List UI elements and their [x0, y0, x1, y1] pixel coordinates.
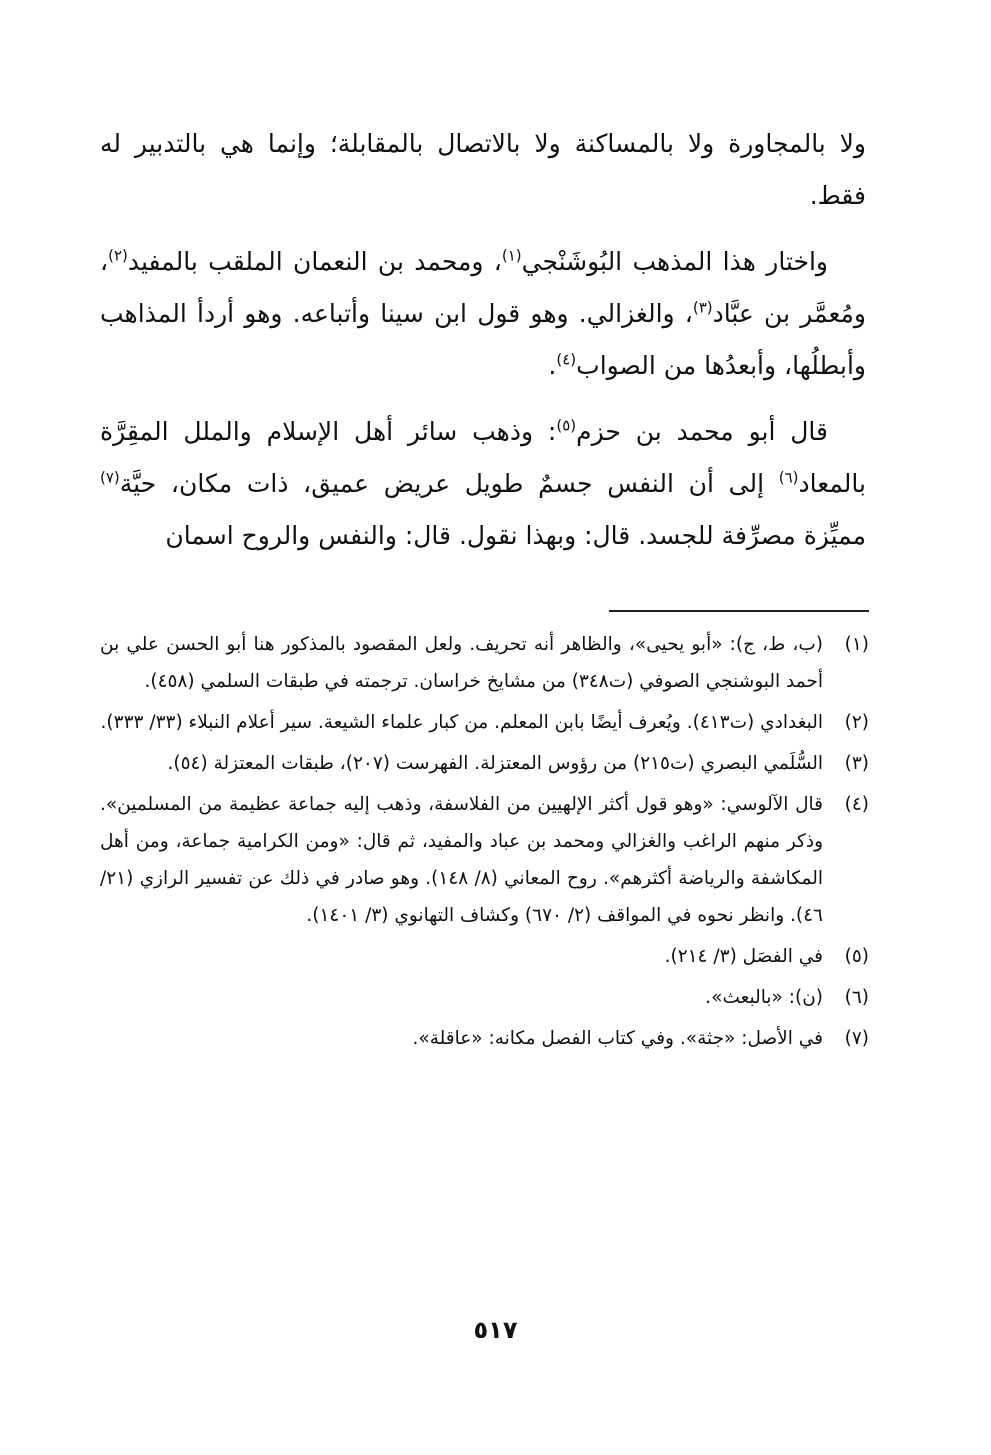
paragraph-3-text-c: إلى أن النفس جسمٌ طويل عريض عميق، ذات مكان، حيَّة	[119, 469, 779, 498]
paragraph-3-text-d: مميِّزة مصرِّفة للجسد. قال: وبهذا نقول. قال: والنفس والروح اسمان	[165, 521, 866, 550]
footnote-ref-6[interactable]: (٦)	[778, 468, 799, 487]
footnote-number: (٣)	[844, 753, 869, 774]
paragraph-2-text-e: .	[548, 351, 557, 380]
footnote-4	[100, 786, 869, 934]
footnote-text: في الأصل: «جثة». وفي كتاب الفصل مكانه: «عاقلة».	[412, 1028, 823, 1049]
footnote-text: البغدادي (ت٤١٣). ويُعرف أيضًا بابن المعلم. من كبار علماء الشيعة. سير أعلام النبلاء (٣٣/ ٣٣٣).	[100, 712, 823, 733]
main-text	[100, 118, 866, 576]
footnote-ref-1[interactable]: (١)	[501, 246, 522, 265]
footnote-text: السُّلَمي البصري (ت٢١٥) من رؤوس المعتزلة. الفهرست (٢٠٧)، طبقات المعتزلة (٥٤).	[167, 753, 823, 774]
footnote-ref-3[interactable]: (٣)	[692, 298, 713, 317]
footnote-text: في الفصَل (٣/ ٢١٤).	[664, 946, 823, 967]
paragraph-3	[100, 406, 866, 562]
footnote-number: (٢)	[844, 712, 869, 733]
footnote-number: (١)	[844, 634, 869, 655]
paragraph-2-text-b: ، ومحمد بن النعمان الملقب بالمفيد	[127, 247, 502, 276]
footnote-text: قال الآلوسي: «وهو قول أكثر الإلهيين من الفلاسفة، وذهب إليه جماعة عظيمة من المسلمين». وذكر منهم الراغب والغزالي ومحمد بن عباد والمفيد، ثم قال: «ومن الكرامية جماعة، ومن أهل المكاشفة والرياضة أكثرهم». روح المعاني (٨/ ١٤٨). وهو صادر في ذلك عن تفسير الرازي (٢١/ ٤٦). وانظر نحوه في المواقف (٢/ ٦٧٠) وكشاف التهانوي (٣/ ١٤٠١).	[100, 794, 823, 926]
paragraph-1-text: ولا بالمجاورة ولا بالمساكنة ولا بالاتصال بالمقابلة؛ وإنما هي بالتدبير له فقط.	[100, 129, 866, 210]
footnote-5	[100, 938, 869, 975]
footnote-1	[100, 626, 869, 700]
footnote-ref-2[interactable]: (٢)	[108, 246, 128, 265]
footnote-2	[100, 704, 869, 741]
footnotes	[100, 626, 869, 1061]
footnote-7	[100, 1020, 869, 1057]
footnote-ref-7[interactable]: (٧)	[100, 468, 120, 487]
paragraph-2-text-d: ، والغزالي. وهو قول ابن سينا وأتباعه. وهو أردأ المذاهب وأبطلُها، وأبعدُها من الصواب	[100, 299, 866, 380]
footnote-number: (٧)	[844, 1028, 869, 1049]
footnote-text: (ب، ط، ج): «أبو يحيى»، والظاهر أنه تحريف. ولعل المقصود بالمذكور هنا أبو الحسن علي بن أحمد البوشنجي الصوفي (ت٣٤٨) من مشايخ خراسان. ترجمته في طبقات السلمي (٤٥٨).	[100, 634, 823, 692]
footnote-ref-4[interactable]: (٤)	[556, 350, 577, 369]
paragraph-1	[100, 118, 866, 222]
paragraph-2	[100, 236, 866, 392]
page-number: ٥١٧	[473, 1316, 518, 1344]
footnote-text: (ن): «بالبعث».	[705, 987, 823, 1008]
footnote-number: (٦)	[844, 987, 869, 1008]
footnote-divider	[609, 610, 869, 612]
footnote-3	[100, 745, 869, 782]
paragraph-2-text-a: واختار هذا المذهب البُوشَنْجي	[521, 247, 828, 276]
paragraph-2-text-c: ، ومُعمَّر بن عبَّاد	[100, 247, 866, 328]
footnote-6	[100, 979, 869, 1016]
paragraph-3-text-b: : وذهب سائر أهل الإسلام والملل المقِرَّة بالمعاد	[100, 417, 866, 498]
footnote-number: (٥)	[844, 946, 869, 967]
paragraph-3-text-a: قال أبو محمد بن حزم	[576, 417, 828, 446]
footnote-ref-5[interactable]: (٥)	[556, 416, 577, 435]
footnote-number: (٤)	[844, 794, 869, 815]
